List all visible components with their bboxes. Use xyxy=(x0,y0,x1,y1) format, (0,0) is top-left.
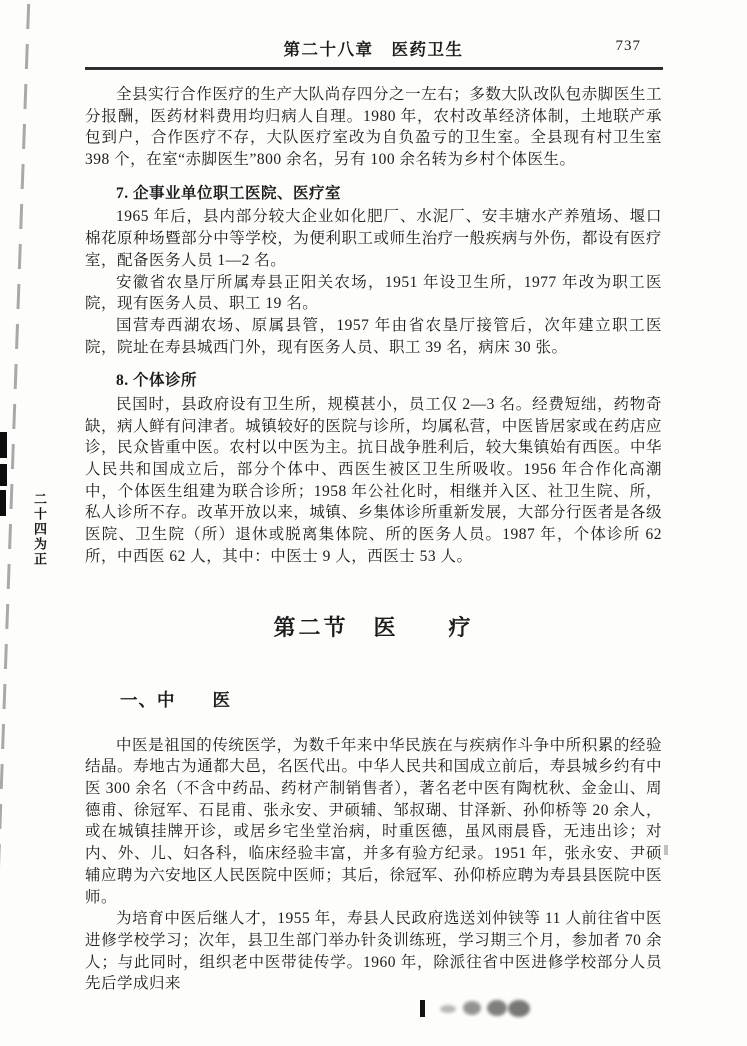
binding-marks xyxy=(0,4,30,1044)
chapter-title: 第二十八章 医药卫生 xyxy=(283,40,464,59)
body-paragraph: 1965 年后，县内部分较大企业如化肥厂、水泥厂、安丰塘水产养殖场、堰口棉花原种场暨部分中等学校，为便利职工或师生治疗一般疾病与外伤，都设有医疗室，配备医务人员 1—2 名。 xyxy=(85,208,662,269)
subsection-heading-7: 7. 企事业单位职工医院、医疗室 xyxy=(116,184,342,202)
subsection-heading-zhongyi: 一、中 医 xyxy=(120,690,231,711)
ink-smudge xyxy=(487,1000,507,1016)
ink-smudge xyxy=(440,1005,456,1013)
margin-black-bar xyxy=(0,432,7,458)
body-paragraph: 为培育中医后继人才，1955 年，寿县人民政府选送刘仲铗等 11 人前往省中医进修学校学习；次年，县卫生部门举办针灸训练班，学习期三个月，参加者 70 余人；与此同时，组织老中医带徒传学。1960 年，除派往省中医进修学校部分人员先后学成归来 xyxy=(85,910,662,993)
ink-smudge xyxy=(508,1000,530,1017)
margin-tick xyxy=(664,845,668,855)
margin-black-bar xyxy=(0,490,6,516)
margin-note: 二十四为正 xyxy=(32,492,47,567)
body-paragraph: 安徽省农垦厅所属寿县正阳关农场，1951 年设卫生所，1977 年改为职工医院，现有医务人员、职工 19 名。 xyxy=(85,273,662,313)
page-number: 737 xyxy=(615,38,641,54)
header-divider xyxy=(85,67,663,70)
body-paragraph: 民国时，县政府设有卫生所，规模甚小，员工仅 2—3 名。经费短绌，药物奇缺，病人鲜有问津者。城镇较好的医院与诊所，均属私营，中医皆居家或在药店应诊，民众皆重中医。农村以中医为主。抗日战争胜利后，较大集镇始有西医。中华人民共和国成立后，部分个体中、西医生被区卫生所吸收。1956 年合作化高潮中，个体医生组建为联合诊所；1958 年公社化时，相继并入区、社卫生院、所，私人诊所不存。改革开放以来，城镇、乡集体诊所重新发展，大部分行医者是各级医院、卫生院（所）退休或脱离集体院、所的医务人员。1987 年，个体诊所 62 所，中西医 62 人，其中：中医士 9 人，西医士 53 人。 xyxy=(85,395,662,565)
body-paragraph: 全县实行合作医疗的生产大队尚存四分之一左右；多数大队改队包赤脚医生工分报酬，医药材料费用均归病人自理。1980 年，农村改革经济体制，土地联产承包到户，合作医疗不存，大队医疗室改为自负盈亏的卫生室。全县现有村卫生室 398 个，在室“赤脚医生”800 余名，另有 100 余名转为乡村个体医生。 xyxy=(85,86,662,169)
page-body xyxy=(85,84,662,995)
page-header xyxy=(0,0,747,72)
ink-smudge-bar xyxy=(420,1000,425,1017)
ink-smudge xyxy=(463,1001,481,1015)
body-paragraph: 中医是祖国的传统医学，为数千年来中华民族在与疾病作斗争中所积累的经验结晶。寿地古为通都大邑，名医代出。中华人民共和国成立前后，寿县城乡约有中医 300 余名（不含中药品、药材产制销售者），著名老中医有陶枕秋、金金山、周德甫、徐冠军、石昆甫、张永安、尹硕辅、邹叔瑚、甘泽新、孙仰桥等 20 余人，或在城镇挂牌开诊，或居乡宅坐堂治病，时重医德，虽风雨晨昏，无违出诊；对内、外、儿、妇各科，临床经验丰富，并多有验方纪录。1951 年，张永安、尹硕辅应聘为六安地区人民医院中医师；其后，徐冠军、孙仰桥应聘为寿县县医院中医师。 xyxy=(85,736,662,906)
subsection-heading-8: 8. 个体诊所 xyxy=(116,372,198,390)
section-title: 第二节 医 疗 xyxy=(273,615,474,641)
margin-black-bar xyxy=(0,464,7,486)
body-paragraph: 国营寿西湖农场、原属县管，1957 年由省农垦厅接管后，次年建立职工医院，院址在寿县城西门外，现有医务人员、职工 39 名，病床 30 张。 xyxy=(85,316,662,356)
